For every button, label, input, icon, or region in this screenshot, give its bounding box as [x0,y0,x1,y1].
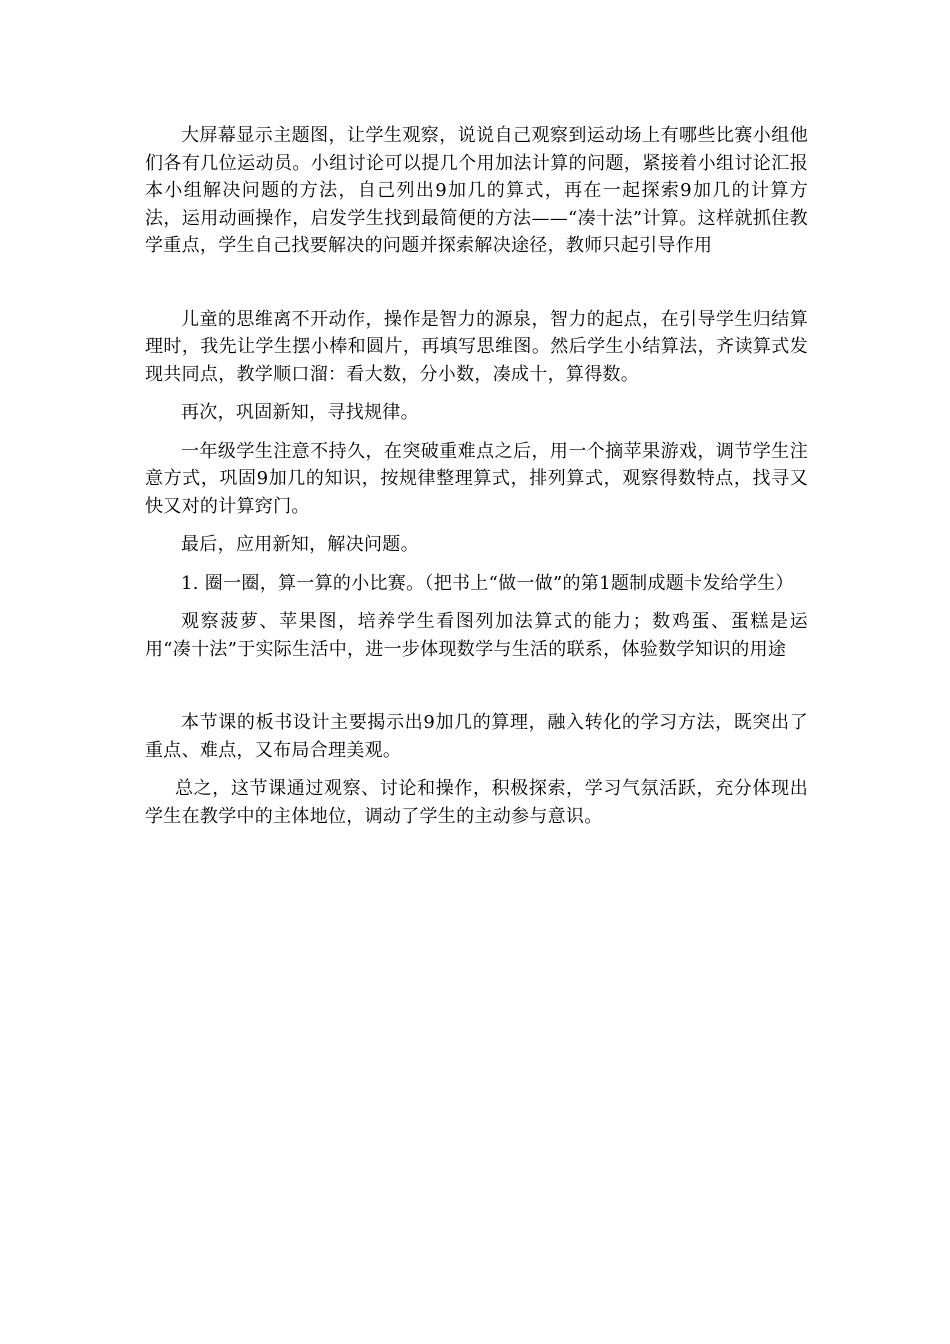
paragraph-theme-picture: 大屏幕显示主题图，让学生观察，说说自己观察到运动场上有哪些比赛小组他们各有几位运动员。小组讨论可以提几个用加法计算的问题，紧接着小组讨论汇报本小组解决问题的方法，自己列出9加几的算式，再在一起探索9加几的计算方法，运用动画操作，启发学生找到最简便的方法——“凑十法”计算。这样就抓住教学重点，学生自己找要解决的问题并探索解决途径，教师只起引导作用 [145,125,808,256]
paragraph-blackboard-design: 本节课的板书设计主要揭示出9加几的算理，融入转化的学习方法，既突出了重点、难点，又布局合理美观。 [145,712,808,761]
paragraph-hands-on-operation: 儿童的思维离不开动作，操作是智力的源泉，智力的起点，在引导学生归结算理时，我先让学生摆小棒和圆片，再填写思维图。然后学生小结算法，齐读算式发现共同点，教学顺口溜：看大数，分小数，凑成十，算得数。 [145,308,808,385]
paragraph-observe-pictures: 观察菠萝、苹果图，培养学生看图列加法算式的能力；数鸡蛋、蛋糕是运用“凑十法”于实际生活中，进一步体现数学与生活的联系，体验数学知识的用途 [145,611,808,660]
paragraph-exercise-1: 1. 圈一圈，算一算的小比赛。（把书上“做一做”的第1题制成题卡发给学生） [181,572,794,594]
paragraph-summary: 总之，这节课通过观察、讨论和操作，积极探索，学习气氛活跃，充分体现出学生在教学中的主体地位，调动了学生的主动参与意识。 [145,778,808,827]
paragraph-apply-heading: 最后，应用新知，解决问题。 [181,534,419,555]
paragraph-apple-game: 一年级学生注意不持久，在突破重难点之后，用一个摘苹果游戏，调节学生注意方式，巩固9加几的知识，按规律整理算式，排列算式，观察得数特点，找寻又快又对的计算窍门。 [145,440,808,517]
paragraph-consolidate-heading: 再次，巩固新知，寻找规律。 [181,402,419,423]
document-page [145,122,808,830]
